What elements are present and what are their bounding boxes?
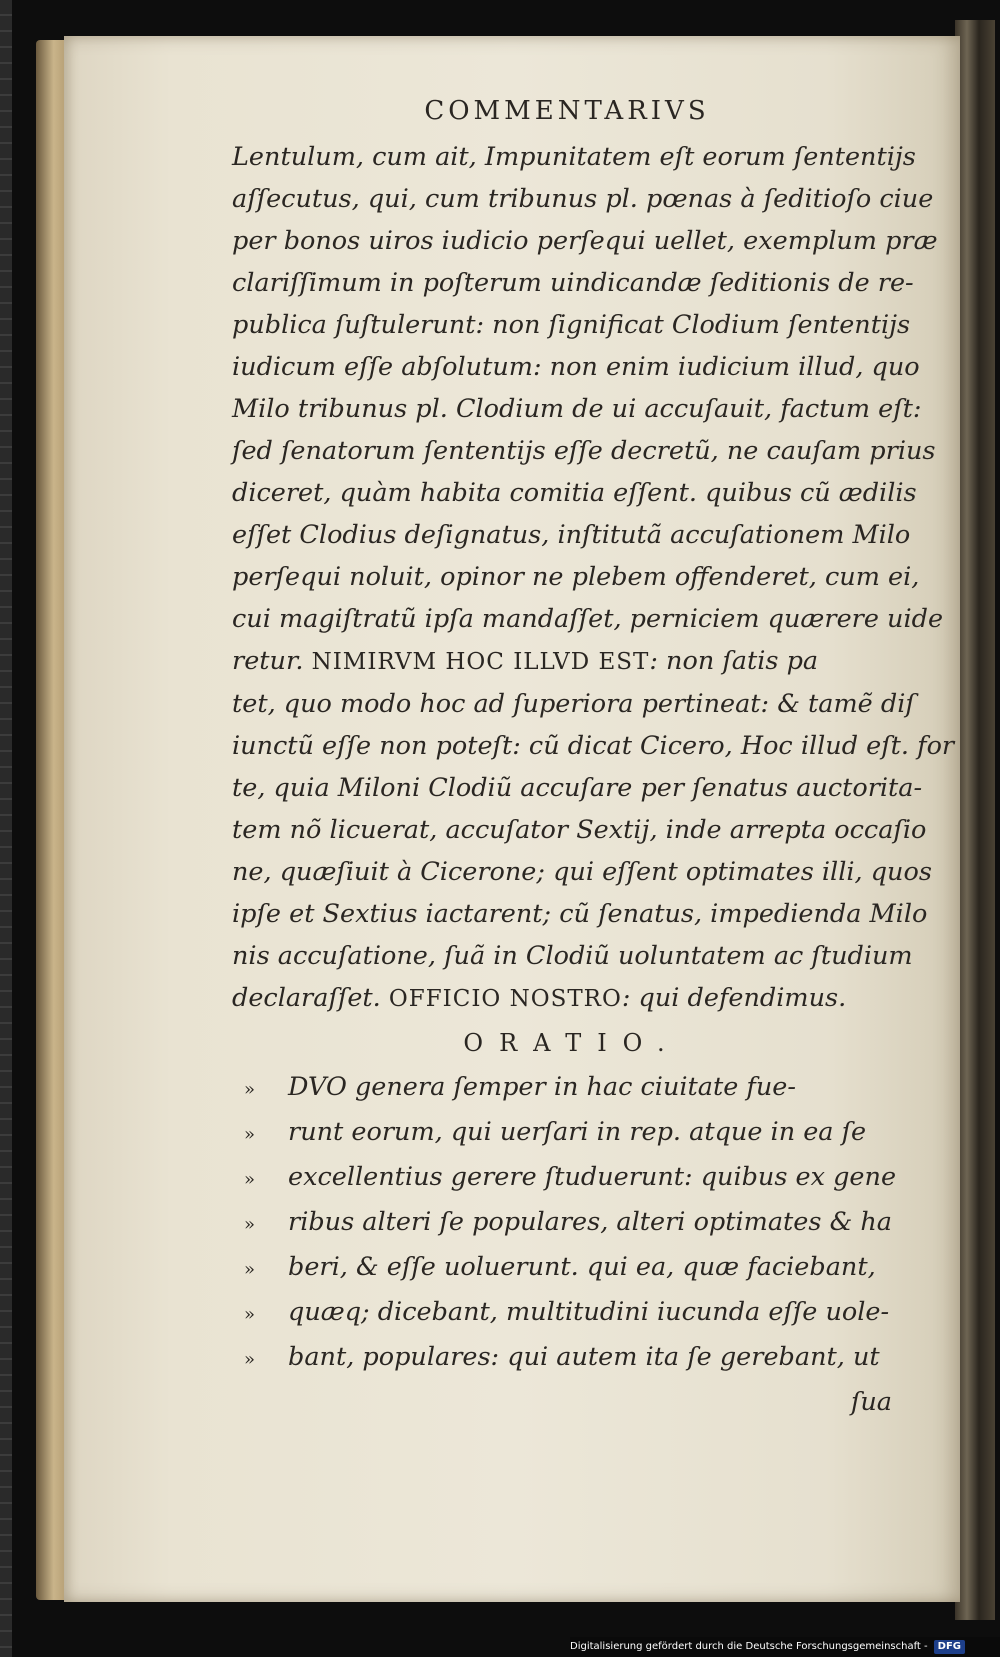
commentary-line bbox=[232, 346, 932, 388]
commentary-line bbox=[232, 388, 932, 430]
quote-mark: » bbox=[244, 1124, 256, 1145]
commentary-line bbox=[232, 262, 932, 304]
commentary-line bbox=[232, 851, 932, 893]
lemma-caps: OFFICIO NOSTRO bbox=[388, 986, 622, 1012]
catchword: ſua bbox=[850, 1387, 892, 1417]
oration-text: quæq; dicebant, multitudini iucunda eſſe uole- bbox=[288, 1297, 890, 1327]
commentary-text: retur. bbox=[232, 646, 312, 676]
commentary-line bbox=[232, 514, 932, 556]
commentary-line bbox=[232, 472, 932, 514]
commentary-text: te, quia Miloni Clodiũ accuſare per ſenatus auctorita- bbox=[232, 773, 923, 803]
oration-line bbox=[232, 1201, 932, 1246]
commentary-text: nis accuſatione, ſuã in Clodiũ uoluntatem ac ſtudium bbox=[232, 941, 913, 971]
commentary-text: perſequi noluit, opinor ne plebem offenderet, cum ei, bbox=[232, 562, 920, 592]
lemma-caps: NIMIRVM HOC ILLVD EST bbox=[311, 649, 650, 675]
oration-line bbox=[232, 1066, 932, 1111]
oration-line bbox=[232, 1291, 932, 1336]
section-heading: ORATIO. bbox=[463, 1029, 681, 1057]
commentary-text: ipſe et Sextius iactarent; cũ ſenatus, impedienda Milo bbox=[232, 899, 928, 929]
quote-mark: » bbox=[244, 1349, 256, 1370]
oration-line bbox=[232, 1156, 932, 1201]
commentary-text: : qui defendimus. bbox=[621, 983, 847, 1013]
commentary-text: iunctũ eſſe non poteſt: cũ dicat Cicero, Hoc illud eſt. for bbox=[232, 731, 955, 761]
commentary-line bbox=[232, 725, 955, 767]
oration-text: runt eorum, qui uerſari in rep. atque in ea ſe bbox=[288, 1117, 867, 1147]
oration-text: DVO genera ſemper in hac ciuitate fue- bbox=[288, 1072, 796, 1102]
quote-mark: » bbox=[244, 1079, 256, 1100]
commentary-line bbox=[232, 556, 932, 598]
commentary-block bbox=[232, 136, 955, 1020]
scale-ruler bbox=[0, 0, 12, 1657]
commentary-text: tet, quo modo hoc ad ſuperiora pertineat: & tamẽ diſ bbox=[232, 689, 915, 719]
running-header: COMMENTARIVS bbox=[424, 96, 710, 126]
commentary-text: iudicum eſſe abſolutum: non enim iudicium illud, quo bbox=[232, 352, 920, 382]
oration-line bbox=[232, 1246, 932, 1291]
commentary-line bbox=[232, 178, 932, 220]
oration-text: excellentius gerere ſtuduerunt: quibus ex gene bbox=[288, 1162, 897, 1192]
commentary-line bbox=[232, 304, 932, 346]
commentary-line bbox=[232, 136, 932, 178]
commentary-line bbox=[232, 809, 932, 851]
quote-mark: » bbox=[244, 1169, 256, 1190]
commentary-text: per bonos uiros iudicio perſequi uellet, exemplum præ bbox=[232, 226, 938, 256]
oration-text: beri, & eſſe uoluerunt. qui ea, quæ faciebant, bbox=[288, 1252, 876, 1282]
oration-block bbox=[232, 1066, 932, 1381]
oration-text: bant, populares: qui autem ita ſe gerebant, ut bbox=[288, 1342, 880, 1372]
quote-mark: » bbox=[244, 1259, 256, 1280]
page-text bbox=[232, 96, 955, 1423]
commentary-line bbox=[232, 220, 938, 262]
dfg-logo-icon: DFG bbox=[934, 1640, 965, 1654]
commentary-text: publica ſuſtulerunt: non ſignificat Clodium ſententijs bbox=[232, 310, 911, 340]
commentary-text: tem nõ licuerat, accuſator Sextij, inde arrepta occaſio bbox=[232, 815, 927, 845]
commentary-text: declaraſſet. bbox=[232, 983, 389, 1013]
oration-text: ribus alteri ſe populares, alteri optimates & ha bbox=[288, 1207, 892, 1237]
commentary-line bbox=[232, 683, 932, 725]
commentary-text: ſed ſenatorum ſententijs eſſe decretũ, ne cauſam prius bbox=[232, 436, 936, 466]
commentary-text: diceret, quàm habita comitia eſſent. quibus cũ ædilis bbox=[232, 478, 917, 508]
commentary-line bbox=[232, 935, 932, 977]
commentary-text: clariſſimum in poſterum uindicandæ ſeditionis de re- bbox=[232, 268, 914, 298]
commentary-text: cui magiſtratũ ipſa mandaſſet, perniciem quærere uide bbox=[232, 604, 944, 634]
digitization-footer bbox=[570, 1637, 1000, 1657]
commentary-text: Milo tribunus pl. Clodium de ui accuſauit, factum eſt: bbox=[232, 394, 922, 424]
commentary-text: eſſet Clodius deſignatus, inſtitutã accuſationem Milo bbox=[232, 520, 911, 550]
quote-mark: » bbox=[244, 1214, 256, 1235]
commentary-line bbox=[232, 640, 932, 683]
book-spine-edge-right bbox=[955, 20, 995, 1620]
commentary-line bbox=[232, 430, 936, 472]
commentary-line bbox=[232, 767, 932, 809]
quote-mark: » bbox=[244, 1304, 256, 1325]
footer-label: Digitalisierung gefördert durch die Deutsche Forschungsgemeinschaft - bbox=[570, 1641, 928, 1652]
oration-line bbox=[232, 1336, 932, 1381]
commentary-text: ne, quæſiuit à Cicerone; qui eſſent optimates illi, quos bbox=[232, 857, 932, 887]
oration-line bbox=[232, 1111, 932, 1156]
commentary-text: Lentulum, cum ait, Impunitatem eſt eorum ſententijs bbox=[232, 142, 916, 172]
commentary-line bbox=[232, 598, 944, 640]
commentary-text: aſſecutus, qui, cum tribunus pl. pœnas à ſeditioſo ciue bbox=[232, 184, 934, 214]
commentary-text: : non ſatis pa bbox=[649, 646, 819, 676]
commentary-line bbox=[232, 977, 932, 1020]
commentary-line bbox=[232, 893, 932, 935]
